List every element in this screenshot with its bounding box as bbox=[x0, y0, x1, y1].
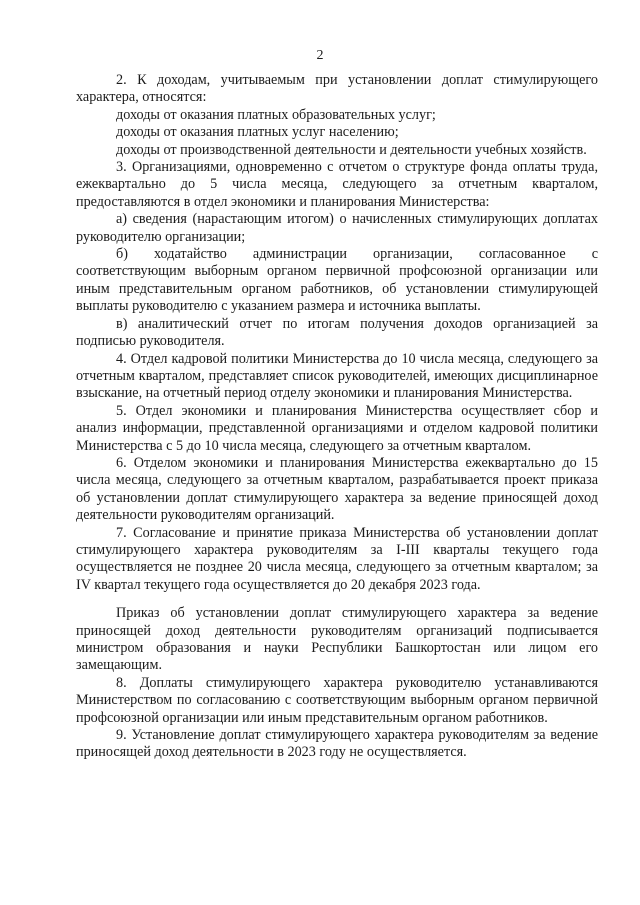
paragraph-3c: в) аналитический отчет по итогам получения доходов организацией за подписью руководителя. bbox=[76, 315, 598, 350]
paragraph-3: 3. Организациями, одновременно с отчетом о структуре фонда оплаты труда, ежеквартально до 5 числа месяца, следующего за отчетным кварталом, предоставляются в отдел экономики и планирования Министерства: bbox=[76, 159, 598, 210]
paragraph-6: 6. Отделом экономики и планирования Министерства ежеквартально до 15 числа месяца, следующего за отчетным кварталом, разрабатывается проект приказа об установлении доплат стимулирующего характера за ведение приносящей доход деятельности руководителям организаций. bbox=[76, 454, 598, 524]
paragraph-order-signing: Приказ об установлении доплат стимулирующего характера за ведение приносящей доход деятельности руководителям организаций подписывается министром образования и науки Республики Башкортостан или лицом его замещающим. bbox=[76, 605, 598, 674]
paragraph-income-public-services: доходы от оказания платных услуг населению; bbox=[116, 124, 399, 141]
paragraph-income-production: доходы от производственной деятельности и деятельности учебных хозяйств. bbox=[116, 141, 587, 158]
paragraph-2: 2. К доходам, учитываемым при установлении доплат стимулирующего характера, относятся: bbox=[76, 72, 598, 106]
paragraph-3b: б) ходатайство администрации организации, согласованное с соответствующим выборным органом первичной профсоюзной организации или иным представительным органом работников, об установлении стимулирующей выплаты руководителю с указанием размера и источника выплаты. bbox=[76, 246, 598, 315]
paragraph-3a: а) сведения (нарастающим итогом) о начисленных стимулирующих доплатах руководителю организации; bbox=[76, 211, 598, 245]
paragraph-9: 9. Установление доплат стимулирующего характера руководителям за ведение приносящей доход деятельности в 2023 году не осуществляется. bbox=[76, 727, 598, 761]
paragraph-8: 8. Доплаты стимулирующего характера руководителю устанавливаются Министерством по согласованию с соответствующим выборным органом первичной профсоюзной организации или иным представительным органом работников. bbox=[76, 674, 598, 726]
paragraph-7: 7. Согласование и принятие приказа Министерства об установлении доплат стимулирующего характера руководителям за I-III кварталы текущего года осуществляется не позднее 20 числа месяца, следующего за отчетным кварталом; за IV квартал текущего года осуществляется до 20 декабря 2023 года. bbox=[76, 524, 598, 593]
document-body bbox=[76, 72, 598, 762]
page-number: 2 bbox=[316, 48, 324, 63]
paragraph-4: 4. Отдел кадровой политики Министерства до 10 числа месяца, следующего за отчетным кварталом, представляет список руководителей, имеющих дисциплинарное взыскание, на отчетный период отделу экономики и планирования Министерства. bbox=[76, 350, 598, 402]
paragraph-income-educational: доходы от оказания платных образовательных услуг; bbox=[116, 106, 436, 123]
paragraph-5: 5. Отдел экономики и планирования Министерства осуществляет сбор и анализ информации, представленной организациями и отделом кадровой политики Министерства с 5 до 10 числа месяца, следующего за отчетным кварталом. bbox=[76, 402, 598, 454]
